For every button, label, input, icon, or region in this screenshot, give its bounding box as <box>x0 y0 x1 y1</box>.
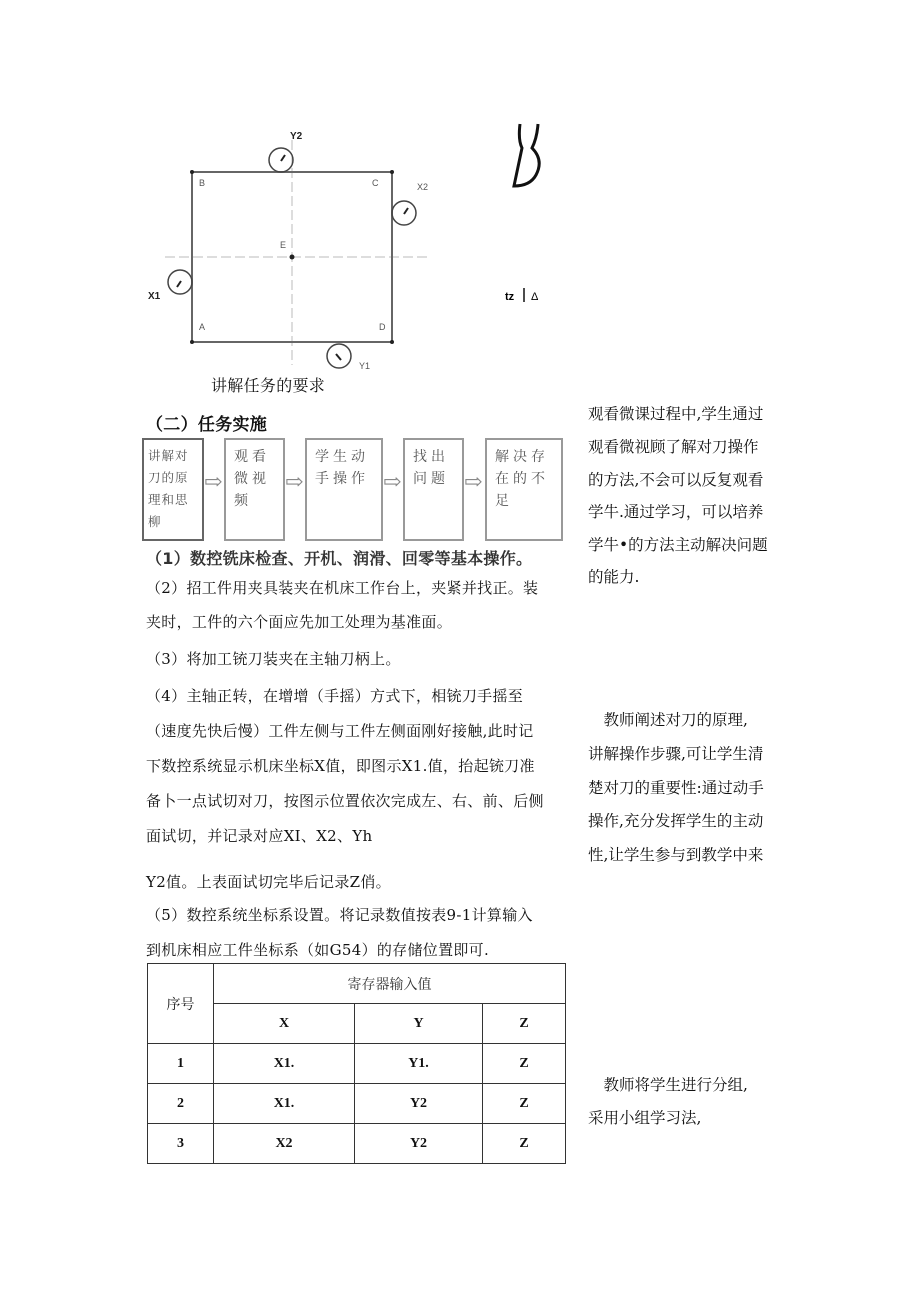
step-line: （1）数控铣床检查、开机、润滑、回零等基本操作。 <box>146 549 533 568</box>
label-x2: X2 <box>417 182 429 192</box>
flow-step: 学生动手操作 <box>305 438 383 541</box>
step-line: 夹时，工件的六个面应先加工处理为基准面。 <box>146 613 453 631</box>
tool-setting-diagram <box>140 120 580 380</box>
note-line: 操作,充分发挥学生的主动 <box>588 812 764 830</box>
step-line: 面试切，并记录对应XI、X2、Yh <box>146 827 373 845</box>
note-line: 性,让学生参与到教学中来 <box>588 846 764 864</box>
cell: Y2 <box>355 1084 483 1124</box>
diagram-caption: 讲解任务的要求 <box>211 376 326 395</box>
flow-step: 解决存在的不足 <box>485 438 563 541</box>
step-line: （5）数控系统坐标系设置。将记录数值按表9-1计算输入 <box>146 906 533 924</box>
label-y2: Y2 <box>290 131 303 142</box>
cell: 3 <box>148 1124 214 1164</box>
note-line: 采用小组学习法, <box>588 1109 702 1127</box>
cell: Y1. <box>355 1044 483 1084</box>
flow-step: 讲解对刀的原理和思柳 <box>142 438 204 541</box>
arrow-icon: ⇨ <box>464 470 483 495</box>
note-line: 观看微视顾了解对刀操作 <box>588 438 759 456</box>
cell: 2 <box>148 1084 214 1124</box>
flow-step: 观看微视频 <box>224 438 285 541</box>
section-title: （二）任务实施 <box>146 415 268 435</box>
table-row <box>148 1044 566 1084</box>
label-x1: X1 <box>148 291 161 302</box>
label-a: A <box>199 322 206 332</box>
label-e: E <box>280 240 287 250</box>
label-y1: Y1 <box>359 361 371 371</box>
table-row <box>148 1124 566 1164</box>
header-cell: 寄存器输入值 <box>214 964 566 1004</box>
side-symbol <box>505 124 539 303</box>
header-cell: X <box>214 1004 355 1044</box>
note-line: 的方法,不会可以反复观看 <box>588 471 764 489</box>
arrow-icon: ⇨ <box>285 470 304 495</box>
cell: Y2 <box>355 1124 483 1164</box>
label-d: D <box>379 322 386 332</box>
step-line: 到机床相应工件坐标系（如G54）的存储位置即可. <box>146 941 490 959</box>
flow-step: 找出问题 <box>403 438 464 541</box>
step-line: Y2值。上表面试切完毕后记录Z俏。 <box>146 873 391 891</box>
cell: X1. <box>214 1084 355 1124</box>
label-c: C <box>372 178 379 188</box>
register-table <box>147 963 566 1164</box>
cell: Z <box>483 1124 566 1164</box>
cell: Z <box>483 1084 566 1124</box>
header-cell: Y <box>355 1004 483 1044</box>
note-line: 教师阐述对刀的原理, <box>588 711 748 729</box>
label-b: B <box>199 178 206 188</box>
cell: 1 <box>148 1044 214 1084</box>
header-cell: Z <box>483 1004 566 1044</box>
cell: X2 <box>214 1124 355 1164</box>
note-line: 讲解操作步骤,可让学生清 <box>588 745 764 763</box>
arrow-icon: ⇨ <box>204 470 223 495</box>
step-line: （3）将加工铳刀装夹在主轴刀柄上。 <box>146 650 401 668</box>
table-row <box>148 1084 566 1124</box>
step-line: （2）招工件用夹具装夹在机床工作台上，夹紧并找正。装 <box>146 579 539 597</box>
step-line: 备卜一点试切对刀，按图示位置依次完成左、右、前、后侧 <box>146 792 544 810</box>
arrow-icon: ⇨ <box>383 470 402 495</box>
note-line: 观看微课过程中,学生通过 <box>588 405 764 423</box>
step-line: （速度先快后慢）工件左侧与工件左侧面刚好接触,此时记 <box>146 722 534 740</box>
step-line: （4）主轴正转，在增增（手摇）方式下，相铳刀手摇至 <box>146 687 524 705</box>
side-glyph: tz <box>505 291 515 303</box>
header-cell: 序号 <box>148 964 214 1044</box>
note-line: 教师将学生进行分组, <box>588 1076 748 1094</box>
note-line: 的能力. <box>588 568 640 586</box>
note-line: 楚对刀的重要性:通过动手 <box>588 779 764 797</box>
cell: X1. <box>214 1044 355 1084</box>
cell: Z <box>483 1044 566 1084</box>
note-line: 学牛•的方法主动解决问题 <box>588 536 768 554</box>
note-line: 学牛.通过学习，可以培养 <box>588 503 764 521</box>
step-line: 下数控系统显示机床坐标X值，即图示X1.值，抬起铳刀准 <box>146 757 535 775</box>
side-delta: Δ <box>531 291 539 303</box>
